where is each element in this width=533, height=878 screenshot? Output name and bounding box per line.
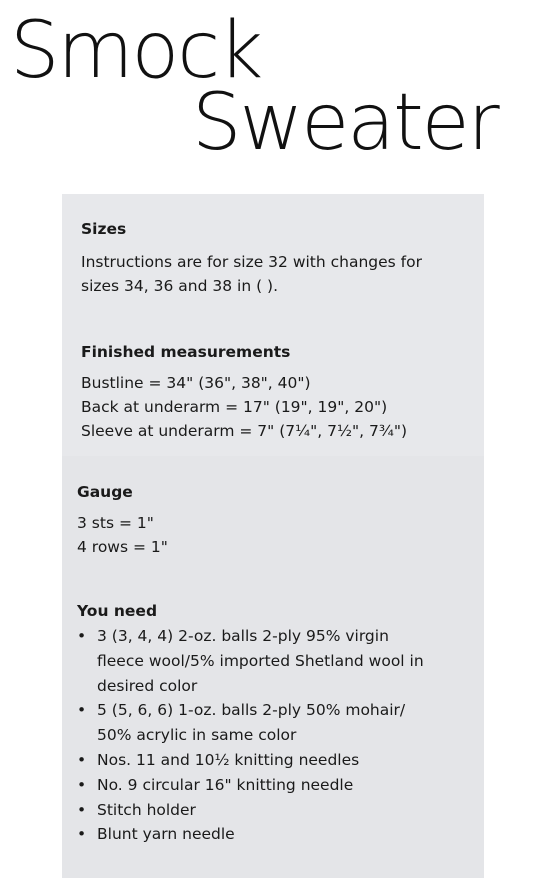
you-need-heading: You need bbox=[77, 602, 158, 620]
sizes-line: Instructions are for size 32 with changes for bbox=[81, 253, 422, 271]
list-item-text: 50% acrylic in same color bbox=[97, 726, 297, 745]
list-item-text: desired color bbox=[97, 676, 198, 695]
gauge-rows: 4 rows = 1" bbox=[77, 538, 168, 556]
sizes-heading: Sizes bbox=[81, 220, 127, 238]
measurement-sleeve-underarm: Sleeve at underarm = 7" (7¼", 7½", 7¾") bbox=[81, 422, 408, 440]
list-item-text: Stitch holder bbox=[97, 800, 196, 819]
list-item-continuation bbox=[77, 723, 477, 748]
title-line-sweater: Sweater bbox=[192, 78, 498, 168]
measurement-back-underarm: Back at underarm = 17" (19", 19", 20") bbox=[81, 398, 388, 416]
list-item-text: Nos. 11 and 10½ knitting needles bbox=[97, 750, 360, 769]
title-line-smock: Smock bbox=[10, 6, 262, 96]
list-item bbox=[77, 748, 477, 773]
list-item bbox=[77, 624, 477, 649]
list-item-text: 5 (5, 6, 6) 1-oz. balls 2-ply 50% mohair/ bbox=[97, 701, 406, 720]
bullet-icon: • bbox=[77, 750, 87, 769]
list-item-continuation bbox=[77, 674, 477, 699]
list-item-text: No. 9 circular 16" knitting needle bbox=[97, 775, 354, 794]
list-item bbox=[77, 798, 477, 823]
gauge-section bbox=[77, 481, 477, 559]
gauge-heading: Gauge bbox=[77, 483, 133, 501]
gauge-stitches: 3 sts = 1" bbox=[77, 514, 154, 532]
measurement-bustline: Bustline = 34" (36", 38", 40") bbox=[81, 374, 311, 392]
bullet-icon: • bbox=[77, 800, 87, 819]
measurements-heading: Finished measurements bbox=[81, 343, 291, 361]
bullet-icon: • bbox=[77, 775, 87, 794]
list-item bbox=[77, 698, 477, 723]
materials-list bbox=[77, 624, 477, 847]
you-need-section bbox=[77, 600, 477, 847]
list-item-continuation bbox=[77, 649, 477, 674]
list-item-text: Blunt yarn needle bbox=[97, 825, 235, 844]
list-item-text: 3 (3, 4, 4) 2-oz. balls 2-ply 95% virgin bbox=[97, 627, 389, 645]
list-item-text: fleece wool/5% imported Shetland wool in bbox=[97, 651, 424, 670]
measurements-section bbox=[81, 341, 481, 443]
bullet-icon: • bbox=[77, 701, 87, 720]
list-item bbox=[77, 822, 477, 847]
bullet-icon: • bbox=[77, 627, 87, 645]
list-item bbox=[77, 773, 477, 798]
sizes-section bbox=[81, 218, 481, 298]
bullet-icon: • bbox=[77, 825, 87, 844]
sizes-line: sizes 34, 36 and 38 in ( ). bbox=[81, 277, 279, 295]
